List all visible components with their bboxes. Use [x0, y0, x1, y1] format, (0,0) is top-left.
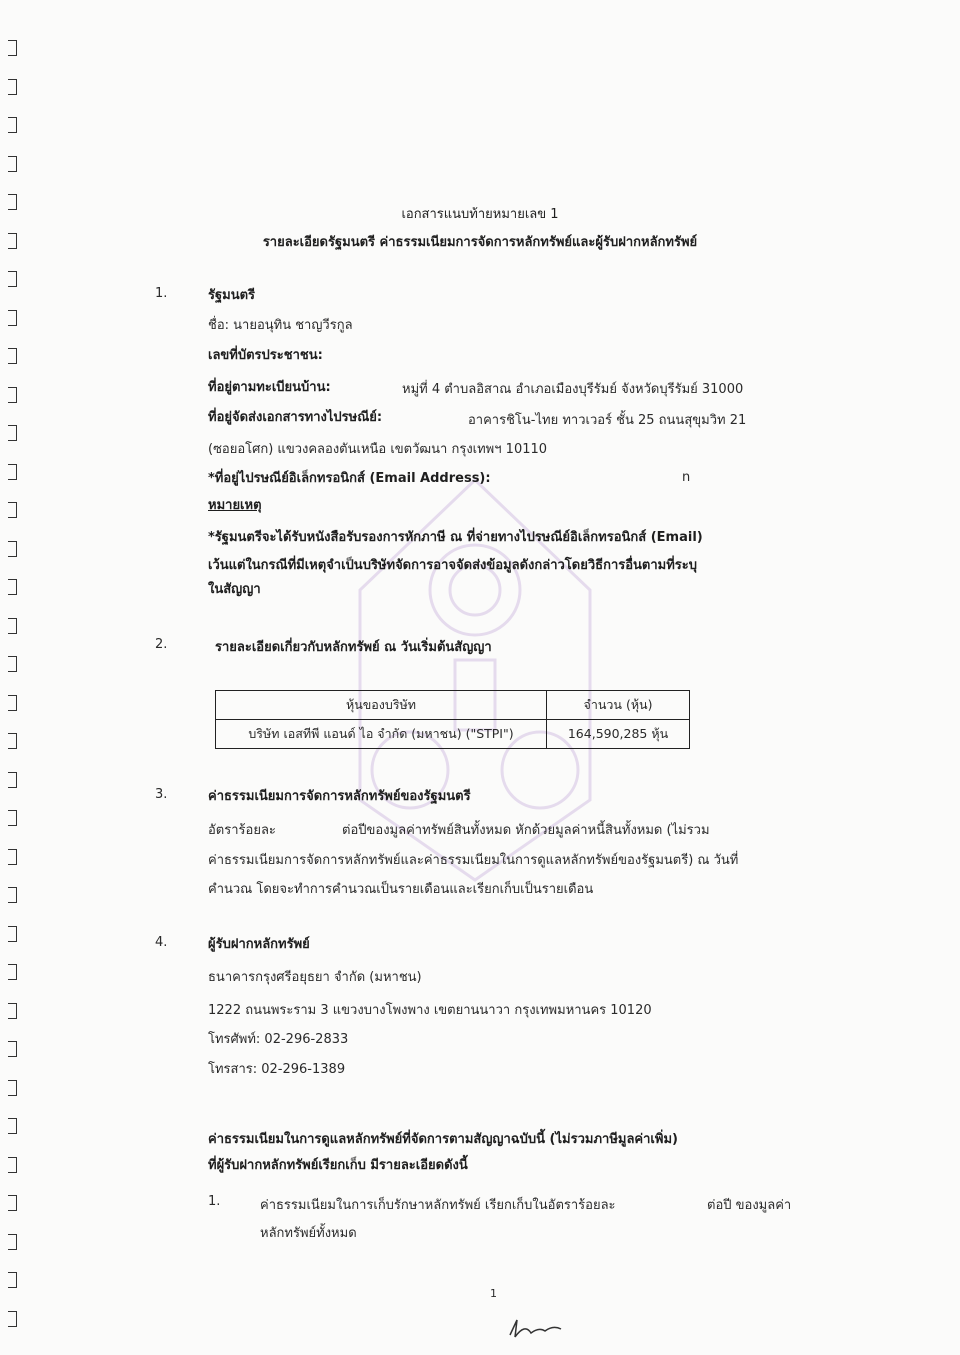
section-number: 2. — [155, 637, 168, 652]
column-header: หุ้นของบริษัท — [216, 691, 547, 720]
binding-mark — [8, 1272, 17, 1288]
binding-mark — [8, 1080, 17, 1096]
binding-mark — [8, 926, 17, 942]
binding-mark — [8, 1003, 17, 1019]
binding-mark — [8, 464, 17, 480]
note-text: *รัฐมนตรีจะได้รับหนังสือรับรองการหักภาษี ณ ที่จ่ายทางไปรษณีย์อิเล็กทรอนิกส์ (Email) — [208, 530, 703, 545]
fee-text: ค่าธรรมเนียมการจัดการหลักทรัพย์และค่าธรรมเนียมในการดูแลหลักทรัพย์ของรัฐมนตรี) ณ วันที่ — [208, 853, 739, 868]
binding-mark — [8, 964, 17, 980]
binding-mark — [8, 541, 17, 557]
email-value: n — [682, 470, 691, 485]
minister-name: ชื่อ: นายอนุทิน ชาญวีรกูล — [208, 318, 353, 333]
mail-address-value: อาคารชิโน-ไทย ทาวเวอร์ ชั้น 25 ถนนสุขุมวิท 21 — [468, 413, 747, 428]
company-cell: บริษัท เอสทีพี แอนด์ ไอ จำกัด (มหาชน) ("STPI") — [216, 720, 547, 749]
binding-mark — [8, 849, 17, 865]
custody-fee-text: ค่าธรรมเนียมในการเก็บรักษาหลักทรัพย์ เรียกเก็บในอัตราร้อยละ — [260, 1198, 616, 1213]
shares-cell: 164,590,285 หุ้น — [547, 720, 690, 749]
section-number: 1. — [155, 286, 168, 301]
binding-mark — [8, 772, 17, 788]
item-number: 1. — [208, 1194, 221, 1209]
binding-mark — [8, 656, 17, 672]
binding-mark — [8, 579, 17, 595]
section-number: 3. — [155, 787, 168, 802]
binding-mark — [8, 271, 17, 287]
table-row — [216, 720, 690, 749]
custodian-phone: โทรศัพท์: 02-296-2833 — [208, 1032, 349, 1047]
custodian-fax: โทรสาร: 02-296-1389 — [208, 1062, 346, 1077]
binding-mark — [8, 1311, 17, 1327]
document-subtitle: รายละเอียดรัฐมนตรี ค่าธรรมเนียมการจัดการหลักทรัพย์และผู้รับฝากหลักทรัพย์ — [262, 235, 698, 250]
binding-mark — [8, 1157, 17, 1173]
custodian-name: ธนาคารกรุงศรีอยุธยา จำกัด (มหาชน) — [208, 970, 422, 985]
section-heading: ผู้รับฝากหลักทรัพย์ — [208, 937, 310, 952]
custody-fee-heading: ที่ผู้รับฝากหลักทรัพย์เรียกเก็บ มีรายละเอียดดังนี้ — [208, 1158, 468, 1173]
home-address-value: หมู่ที่ 4 ตำบลอิสาณ อำเภอเมืองบุรีรัมย์ จังหวัดบุรีรัมย์ 31000 — [402, 382, 744, 397]
section-heading: รัฐมนตรี — [208, 288, 256, 303]
section-heading: รายละเอียดเกี่ยวกับหลักทรัพย์ ณ วันเริ่มต้นสัญญา — [215, 640, 492, 655]
document-title: เอกสารแนบท้ายหมายเลข 1 — [401, 207, 559, 222]
binding-mark — [8, 1118, 17, 1134]
binding-mark — [8, 733, 17, 749]
note-label: หมายเหตุ — [208, 498, 262, 513]
id-card-label: เลขที่บัตรประชาชน: — [208, 348, 323, 363]
binding-mark — [8, 348, 17, 364]
binding-mark — [8, 117, 17, 133]
binding-mark — [8, 1041, 17, 1057]
table-header-row — [216, 691, 690, 720]
binding-mark — [8, 887, 17, 903]
binding-mark — [8, 695, 17, 711]
binding-mark — [8, 618, 17, 634]
note-text: เว้นแต่ในกรณีที่มีเหตุจำเป็นบริษัทจัดการอาจจัดส่งข้อมูลดังกล่าวโดยวิธีการอื่นตามที่ระบุ — [208, 558, 698, 573]
binding-mark — [8, 1234, 17, 1250]
custody-fee-text: หลักทรัพย์ทั้งหมด — [260, 1226, 357, 1241]
section-heading: ค่าธรรมเนียมการจัดการหลักทรัพย์ของรัฐมนตรี — [208, 789, 471, 804]
note-text: ในสัญญา — [208, 582, 261, 597]
fee-rate-label: อัตราร้อยละ — [208, 823, 276, 838]
binding-mark — [8, 79, 17, 95]
home-address-label: ที่อยู่ตามทะเบียนบ้าน: — [208, 380, 331, 395]
email-label: *ที่อยู่ไปรษณีย์อิเล็กทรอนิกส์ (Email Address): — [208, 471, 491, 486]
custodian-address: 1222 ถนนพระราม 3 แขวงบางโพงพาง เขตยานนาวา กรุงเทพมหานคร 10120 — [208, 1003, 652, 1018]
section-number: 4. — [155, 935, 168, 950]
binding-mark — [8, 156, 17, 172]
binding-mark — [8, 310, 17, 326]
binding-mark — [8, 810, 17, 826]
binding-mark — [8, 40, 17, 56]
binding-mark — [8, 387, 17, 403]
binding-mark — [8, 502, 17, 518]
mail-address-value-cont: (ซอยอโศก) แขวงคลองตันเหนือ เขตวัฒนา กรุงเทพฯ 10110 — [208, 442, 548, 457]
mail-address-label: ที่อยู่จัดส่งเอกสารทางไปรษณีย์: — [208, 410, 383, 425]
column-header: จำนวน (หุ้น) — [547, 691, 690, 720]
custody-fee-heading: ค่าธรรมเนียมในการดูแลหลักทรัพย์ที่จัดการตามสัญญาฉบับนี้ (ไม่รวมภาษีมูลค่าเพิ่ม) — [208, 1132, 678, 1147]
binding-mark — [8, 1195, 17, 1211]
signature — [505, 1315, 565, 1340]
securities-table — [215, 690, 690, 749]
fee-text: คำนวณ โดยจะทำการคำนวณเป็นรายเดือนและเรียกเก็บเป็นรายเดือน — [208, 882, 594, 897]
page-number: 1 — [490, 1287, 497, 1300]
fee-text: ต่อปีของมูลค่าทรัพย์สินทั้งหมด หักด้วยมูลค่าหนี้สินทั้งหมด (ไม่รวม — [342, 823, 710, 838]
binding-mark — [8, 425, 17, 441]
custody-fee-text: ต่อปี ของมูลค่า — [707, 1198, 792, 1213]
